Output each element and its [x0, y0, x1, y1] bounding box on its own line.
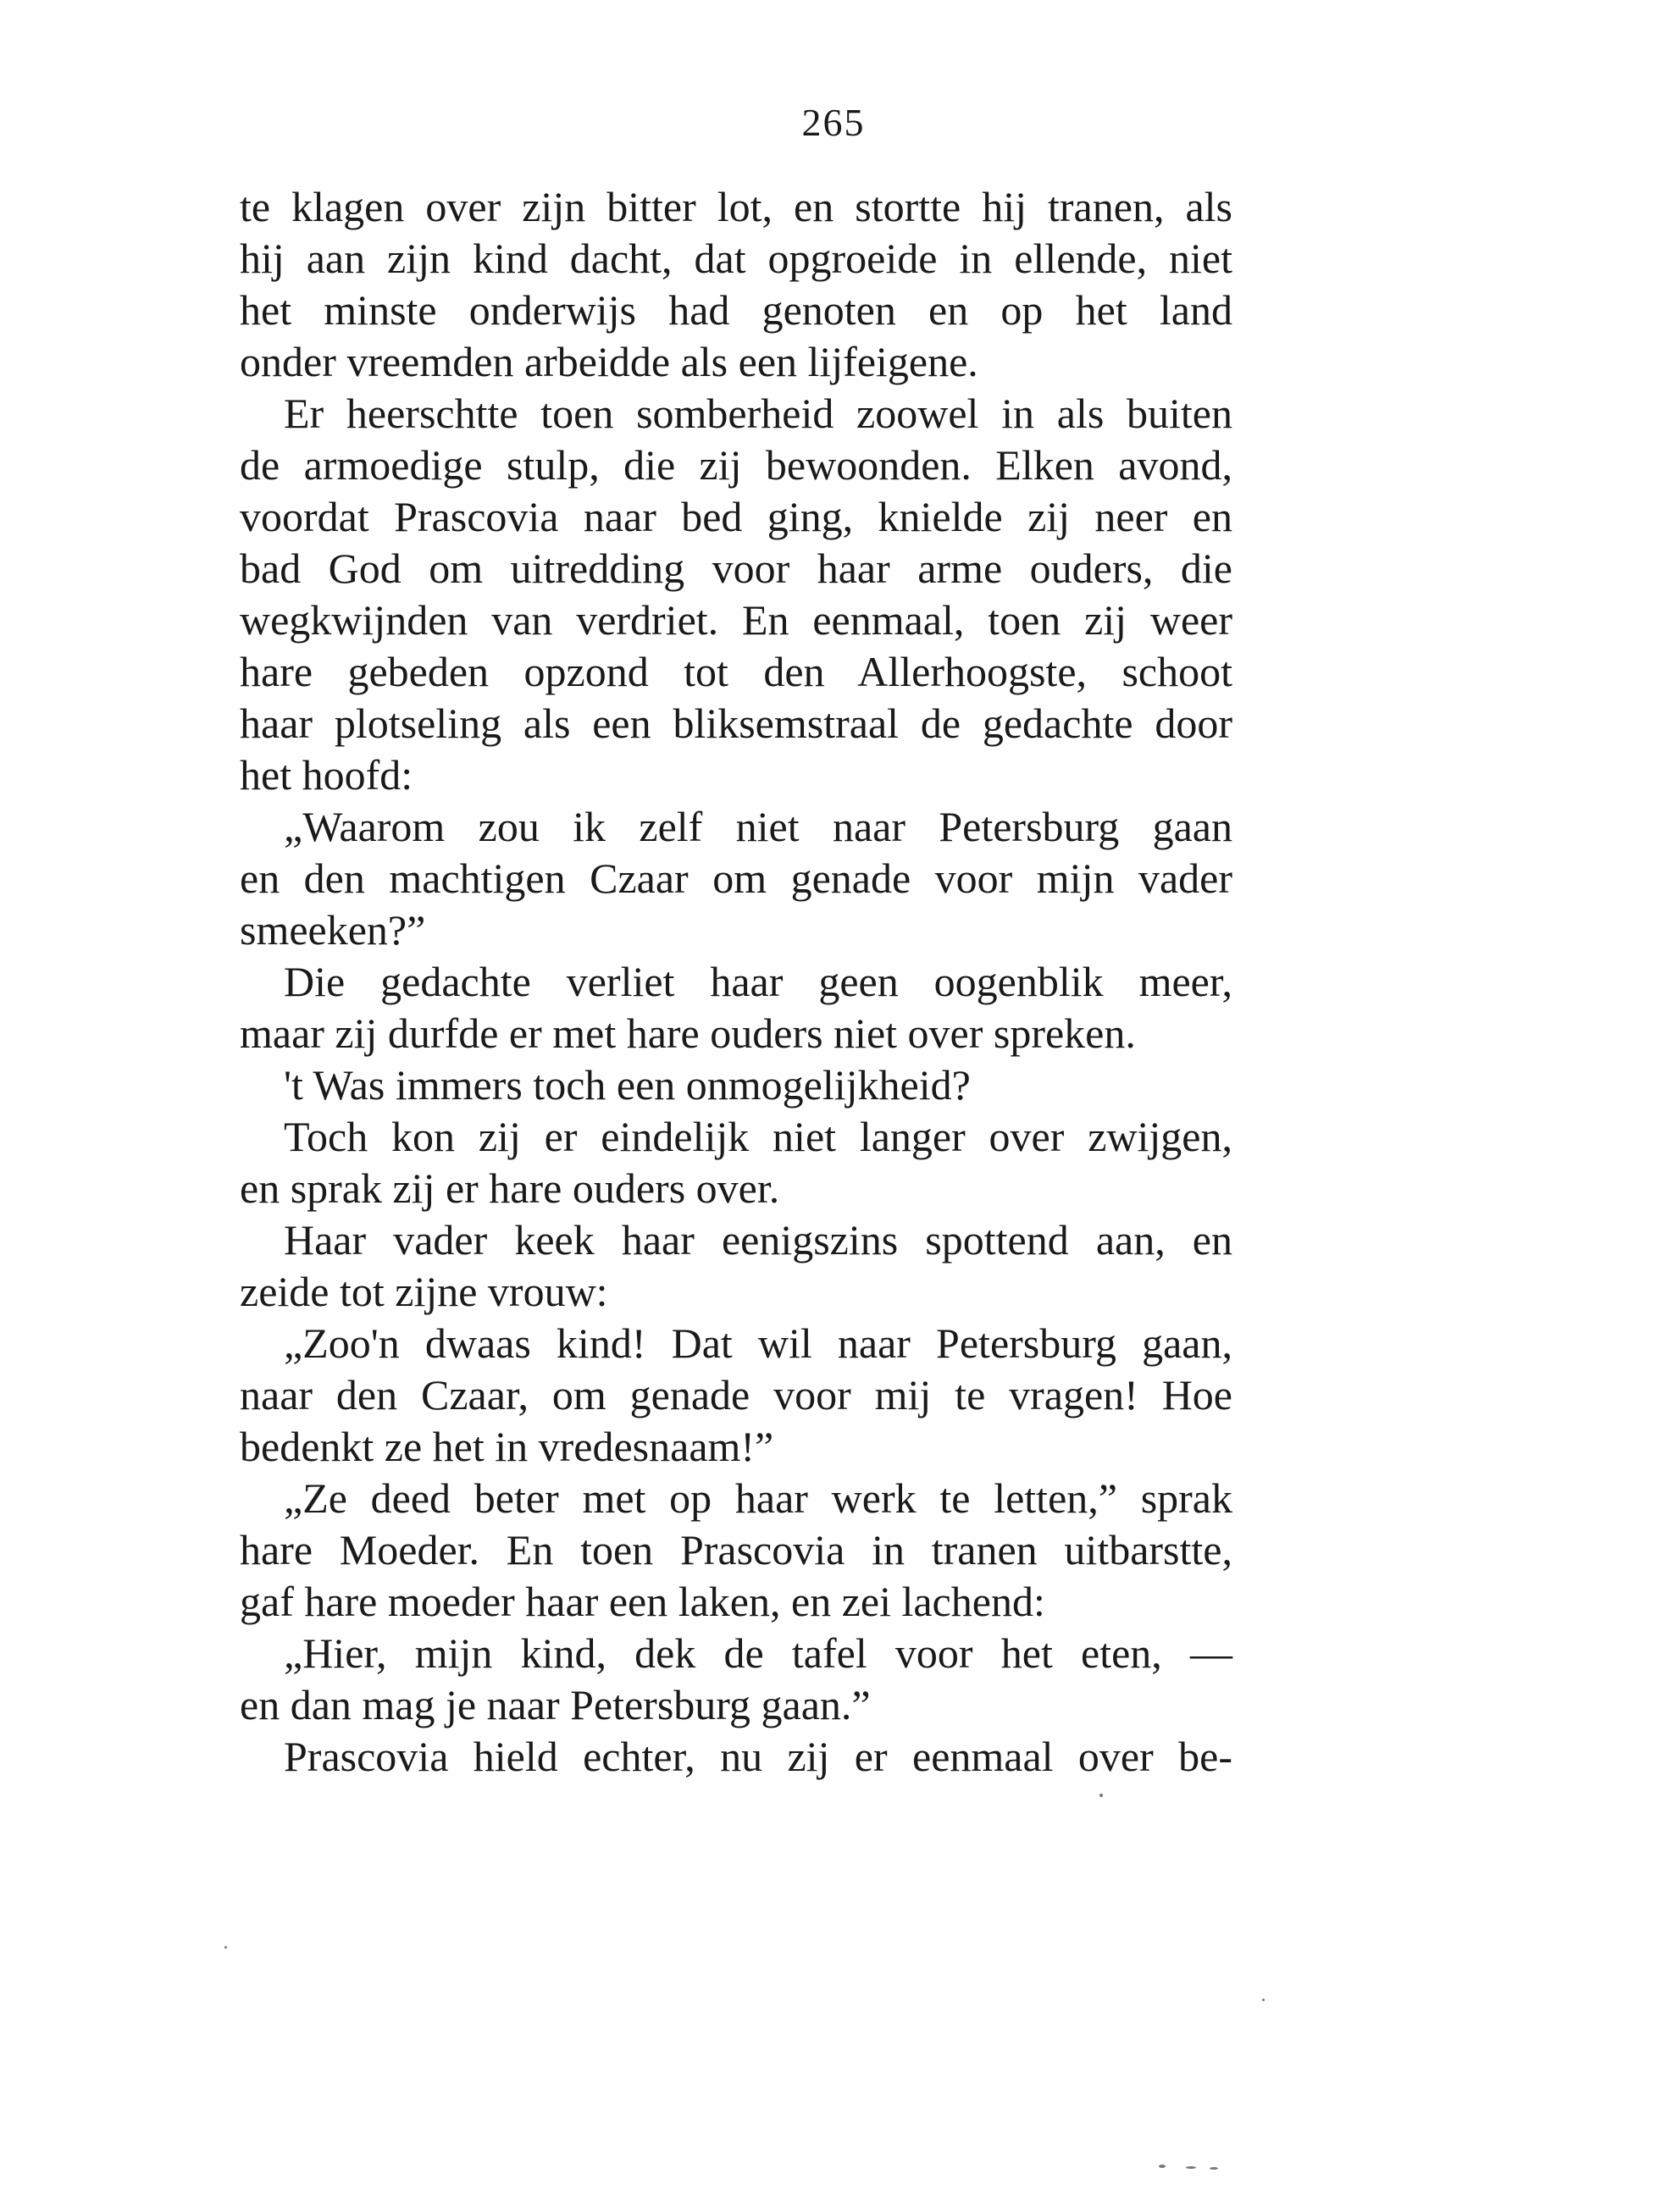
text-line: wegkwijnden van verdriet. En eenmaal, toen zij weer	[240, 596, 1232, 644]
scan-speck	[224, 1946, 227, 1949]
scan-speck	[1262, 1999, 1265, 2001]
text-line: onder vreemden arbeidde als een lijfeigene.	[240, 338, 978, 385]
text-line: „Ze deed beter met op haar werk te letten,” sprak	[284, 1474, 1232, 1522]
text-line: bad God om uitredding voor haar arme ouders, die	[240, 545, 1232, 592]
text-line: het minste onderwijs had genoten en op het land	[240, 286, 1232, 334]
text-line: zeide tot zijne vrouw:	[240, 1268, 608, 1315]
text-line: de armoedige stulp, die zij bewoonden. Elken avond,	[240, 441, 1232, 489]
text-line: en sprak zij er hare ouders over.	[240, 1164, 780, 1212]
text-line: „Waarom zou ik zelf niet naar Petersburg gaan	[284, 803, 1232, 850]
text-line: te klagen over zijn bitter lot, en stortte hij tranen, als	[240, 183, 1232, 230]
text-line: voordat Prascovia naar bed ging, knielde zij neer en	[240, 493, 1232, 540]
text-line: hare Moeder. En toen Prascovia in tranen uitbarstte,	[240, 1526, 1232, 1573]
text-line: maar zij durfde er met hare ouders niet over spreken.	[240, 1009, 1136, 1057]
text-line: Haar vader keek haar eenigszins spottend aan, en	[284, 1216, 1232, 1264]
text-line: 't Was immers toch een onmogelijkheid?	[284, 1061, 971, 1109]
text-line: en den machtigen Czaar om genade voor mijn vader	[240, 854, 1232, 902]
scan-speck	[1159, 2165, 1166, 2168]
page-number: 265	[801, 101, 866, 144]
scan-speck	[1210, 2167, 1218, 2170]
text-line: het hoofd:	[240, 751, 413, 799]
text-line: naar den Czaar, om genade voor mij te vragen! Hoe	[240, 1371, 1232, 1418]
text-line: haar plotseling als een bliksemstraal de gedachte door	[240, 700, 1232, 747]
text-line: gaf hare moeder haar een laken, en zei lachend:	[240, 1578, 1045, 1625]
text-line: Die gedachte verliet haar geen oogenblik meer,	[284, 958, 1232, 1005]
text-line: bedenkt ze het in vredesnaam!”	[240, 1423, 774, 1470]
text-line: en dan mag je naar Petersburg gaan.”	[240, 1681, 871, 1728]
text-line: Er heerschtte toen somberheid zoowel in als buiten	[284, 390, 1232, 437]
text-line: smeeken?”	[240, 906, 426, 954]
text-line: Toch kon zij er eindelijk niet langer over zwijgen,	[284, 1113, 1232, 1160]
body-text	[240, 181, 1232, 1783]
text-line: „Hier, mijn kind, dek de tafel voor het eten, —	[284, 1629, 1232, 1677]
scan-speck	[1099, 1794, 1103, 1797]
text-line: Prascovia hield echter, nu zij er eenmaal over be-	[284, 1733, 1232, 1780]
text-line: hare gebeden opzond tot den Allerhoogste, schoot	[240, 648, 1232, 695]
scan-speck	[1186, 2166, 1196, 2169]
text-line: hij aan zijn kind dacht, dat opgroeide in ellende, niet	[240, 235, 1232, 282]
text-line: „Zoo'n dwaas kind! Dat wil naar Petersburg gaan,	[284, 1319, 1232, 1367]
